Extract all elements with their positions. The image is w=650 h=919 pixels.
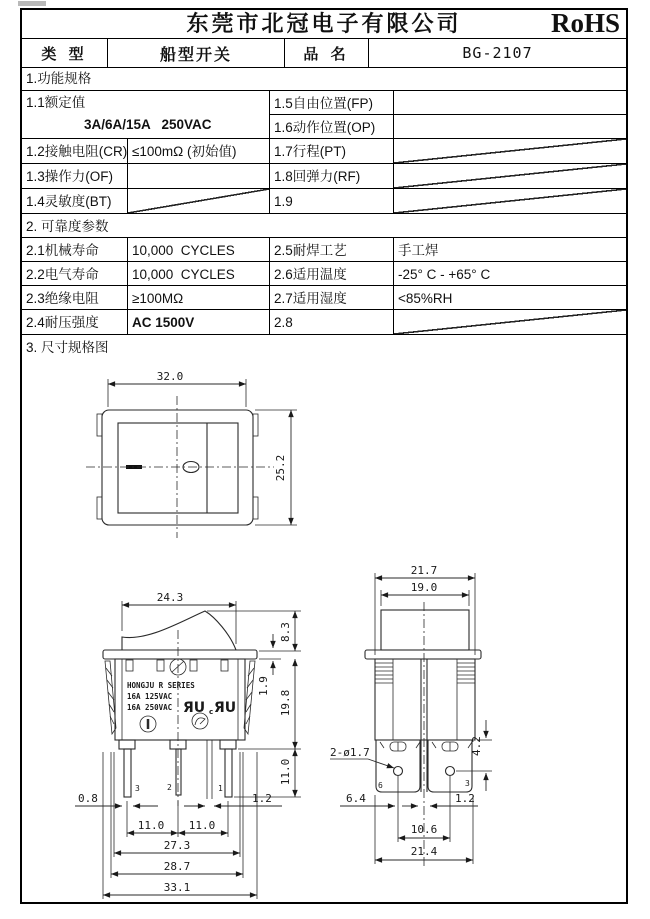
- spec-sheet: [20, 8, 628, 904]
- side-view: [75, 591, 301, 899]
- dim-width-1: 27.3: [163, 839, 191, 852]
- rf-label: 1.8回弹力(RF): [270, 164, 394, 189]
- pt-value-na: [394, 139, 626, 164]
- dim-rocker-height: 8.3: [279, 622, 292, 642]
- brand-text: HONGJU R SERIES: [127, 681, 195, 690]
- dim-flange-thickness: 1.9: [257, 676, 270, 696]
- product-name-label: 品 名: [285, 39, 369, 67]
- dim-pitch-left: 11.0: [137, 819, 165, 832]
- dimension-drawing: [22, 360, 626, 904]
- cr-value: ≤100mΩ (初始值): [128, 139, 270, 164]
- cul-c-mark: c: [209, 708, 214, 716]
- fp-value: [394, 91, 626, 115]
- dim-gap: 1.2: [455, 792, 475, 805]
- mech-life-label: 2.1机械寿命: [22, 238, 128, 262]
- terminal6-label: 6: [378, 781, 383, 790]
- withstand-label: 2.4耐压强度: [22, 310, 128, 335]
- terminal3-label: 3: [465, 779, 470, 788]
- terminal-circle-icon: [140, 716, 156, 732]
- product-name-value: BG-2107: [462, 44, 533, 62]
- dim-pin-width: 0.8: [78, 792, 98, 805]
- type-row: [22, 39, 626, 68]
- rohs-mark: RoHS: [550, 8, 620, 38]
- item28-value-na: [394, 310, 626, 335]
- rating2-text: 16A 250VAC: [127, 703, 173, 712]
- scan-artifact: [18, 1, 46, 6]
- ul-mark-icon: ЯU: [183, 700, 206, 716]
- dim-hole-pitch: 10.6: [410, 823, 438, 836]
- cr-label: 1.2接触电阻(CR): [22, 139, 128, 164]
- temp-label: 2.6适用温度: [270, 262, 394, 286]
- of-value: [128, 164, 270, 189]
- elec-life-label: 2.2电气寿命: [22, 262, 128, 286]
- pin3-label: 3: [135, 784, 140, 793]
- cul-mark-icon: ЯU: [214, 700, 237, 716]
- front-view: [86, 370, 297, 538]
- item28-label: 2.8: [270, 310, 394, 335]
- dim-pitch-right: 11.0: [188, 819, 216, 832]
- pt-label: 1.7行程(PT): [270, 139, 394, 164]
- op-label: 1.6动作位置(OP): [270, 115, 394, 139]
- item19-value-na: [394, 189, 626, 214]
- rib-lines: [375, 663, 475, 683]
- rated-label: 1.1额定值: [26, 95, 86, 110]
- dim-rocker-width: 24.3: [156, 591, 184, 604]
- dim-end-width-3: 21.4: [410, 845, 438, 858]
- insulation-label: 2.3绝缘电阻: [22, 286, 128, 310]
- bt-value-na: [128, 189, 270, 214]
- rating1-text: 16A 125VAC: [127, 692, 173, 701]
- type-label: 类 型: [22, 39, 108, 67]
- type-value: 船型开关: [108, 39, 285, 67]
- humidity-value: <85%RH: [394, 286, 626, 310]
- bt-label: 1.4灵敏度(BT): [22, 189, 128, 214]
- dim-front-width: 32.0: [156, 370, 184, 383]
- insulation-value: ≥100MΩ: [128, 286, 270, 310]
- mount-hole-right: [446, 767, 455, 776]
- dim-pin-thickness: 1.2: [252, 792, 272, 805]
- rated-value-cell: [22, 91, 270, 139]
- dim-pin-length: 11.0: [279, 758, 292, 786]
- temp-value: -25° C - +65° C: [394, 262, 626, 286]
- section-1-title: 1.功能规格: [22, 66, 626, 91]
- dim-width-2: 28.7: [163, 860, 191, 873]
- end-view: [330, 564, 492, 868]
- pin1-label: 1: [218, 784, 223, 793]
- dim-end-width-2: 19.0: [410, 581, 438, 594]
- of-label: 1.3操作力(OF): [22, 164, 128, 189]
- withstand-value: AC 1500V: [128, 310, 270, 335]
- dim-offset-64: 6.4: [346, 792, 366, 805]
- spec-table: [22, 66, 626, 360]
- humidity-label: 2.7适用湿度: [270, 286, 394, 310]
- sheet-header: [22, 10, 626, 39]
- section-3-title: 3. 尺寸规格图: [26, 340, 109, 355]
- dim-width-3: 33.1: [163, 881, 191, 894]
- mech-life-value: 10,000 CYCLES: [128, 238, 270, 262]
- dim-holes: 2-ø1.7: [330, 746, 370, 759]
- item19-label: 1.9: [270, 189, 394, 214]
- solder-value: 手工焊: [394, 238, 626, 262]
- solder-label: 2.5耐焊工艺: [270, 238, 394, 262]
- rf-value-na: [394, 164, 626, 189]
- op-value: [394, 115, 626, 139]
- elec-life-value: 10,000 CYCLES: [128, 262, 270, 286]
- rated-value: 3A/6A/15A 250VAC: [84, 117, 212, 132]
- drawing-svg: [22, 360, 626, 904]
- section-2-title: 2. 可靠度参数: [22, 214, 626, 238]
- dim-hole-offset: 4.2: [470, 736, 483, 756]
- dim-end-width-1: 21.7: [410, 564, 438, 577]
- mount-hole-left: [394, 767, 403, 776]
- fp-label: 1.5自由位置(FP): [270, 91, 394, 115]
- company-name: 东莞市北冠电子有限公司: [186, 11, 462, 36]
- dim-body-height: 19.8: [279, 689, 292, 717]
- dim-front-height: 25.2: [274, 454, 287, 482]
- pin2-label: 2: [167, 783, 172, 792]
